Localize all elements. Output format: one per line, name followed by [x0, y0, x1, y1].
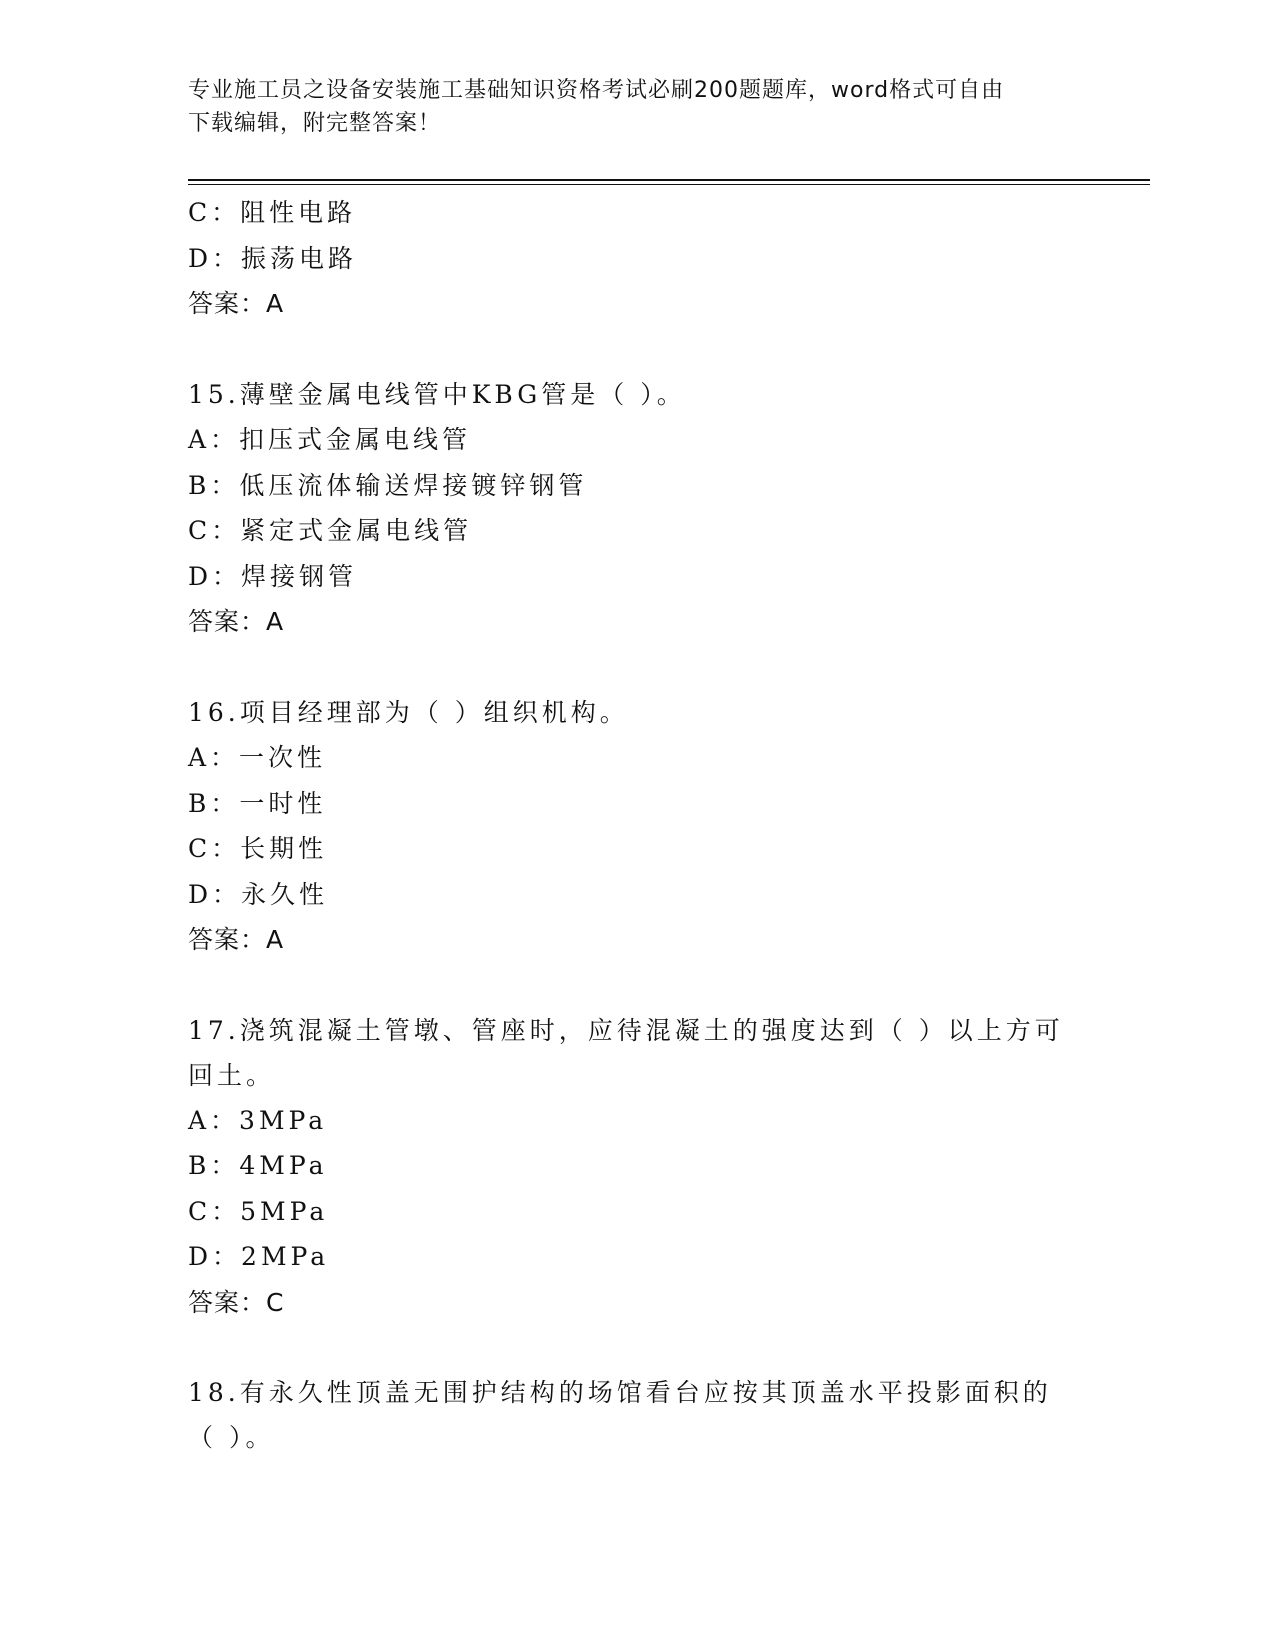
option-a: A：3MPa — [188, 1105, 328, 1135]
answer-line: 答案：C — [188, 1287, 285, 1317]
answer-line: 答案：A — [188, 925, 285, 954]
document-header — [188, 74, 1068, 140]
question-17 — [188, 1008, 1078, 1326]
question-text: 17.浇筑混凝土管墩、管座时，应待混凝土的强度达到（ ）以上方可回土。 — [188, 1015, 1064, 1090]
option-c: C：长期性 — [188, 834, 328, 863]
option-d: D：焊接钢管 — [188, 561, 358, 591]
previous-question-tail — [188, 190, 1078, 327]
option-c: C：阻性电路 — [188, 198, 357, 227]
option-b: B：4MPa — [188, 1151, 328, 1180]
option-a: A：扣压式金属电线管 — [188, 425, 472, 454]
answer-line: 答案：A — [188, 289, 285, 318]
option-d: D：永久性 — [188, 879, 329, 909]
question-16 — [188, 690, 1078, 963]
question-15 — [188, 372, 1078, 645]
option-c: C：紧定式金属电线管 — [188, 516, 473, 545]
option-a: A：一次性 — [188, 743, 327, 772]
option-c: C：5MPa — [188, 1196, 329, 1226]
header-divider-thin — [188, 184, 1150, 185]
document-body — [188, 190, 1078, 1460]
answer-line: 答案：A — [188, 607, 285, 636]
header-title-line-1: 专业施工员之设备安装施工基础知识资格考试必刷200题题库，word格式可自由 — [188, 78, 1005, 103]
option-d: D：振荡电路 — [188, 243, 358, 273]
option-d: D：2MPa — [188, 1242, 330, 1271]
question-18 — [188, 1370, 1078, 1460]
option-b: B：低压流体输送焊接镀锌钢管 — [188, 470, 588, 500]
header-title-line-2: 下载编辑，附完整答案！ — [188, 111, 442, 136]
header-divider-thick — [188, 179, 1150, 181]
question-text: 16.项目经理部为（ ）组织机构。 — [188, 697, 629, 727]
question-text: 15.薄壁金属电线管中KBG管是（ ）。 — [188, 379, 686, 409]
question-text: 18.有永久性顶盖无围护结构的场馆看台应按其顶盖水平投影面积的（ ）。 — [188, 1378, 1052, 1452]
option-b: B：一时性 — [188, 788, 327, 818]
